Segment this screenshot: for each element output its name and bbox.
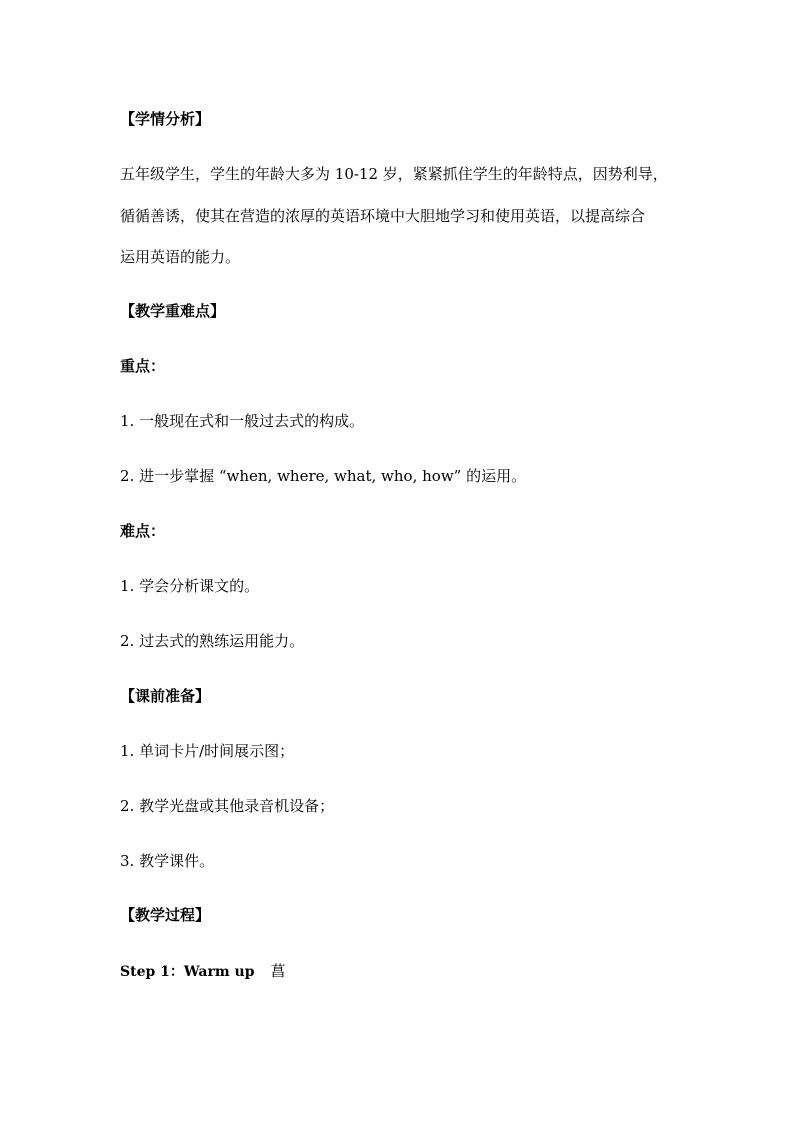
analysis-line-3: 运用英语的能力。 (120, 248, 241, 266)
preparation-item-2: 2. 教学光盘或其他录音机设备； (120, 797, 335, 815)
process-heading: 【教学过程】 (120, 906, 211, 924)
step-1-label: Step 1：Warm up (120, 964, 255, 980)
difficulty-label: 难点： (120, 522, 166, 540)
preparation-item-1: 1. 单词卡片/时间展示图； (120, 742, 295, 760)
analysis-line-2: 循循善诱，使其在营造的浓厚的英语环境中大胆地学习和使用英语，以提高综合 (120, 207, 646, 225)
preparation-heading: 【课前准备】 (120, 687, 211, 705)
analysis-line-1: 五年级学生，学生的年龄大多为 10-12 岁，紧紧抓住学生的年龄特点，因势利导， (120, 165, 668, 183)
step-1-glyph: 菖 (270, 962, 286, 980)
key-difficulty-heading: 【教学重难点】 (120, 302, 226, 320)
preparation-item-3: 3. 教学课件。 (120, 852, 215, 870)
difficulty-point-1: 1. 学会分析课文的。 (120, 577, 260, 595)
key-point-2: 2. 进一步掌握 “when, where, what, who, how” 的运用。 (120, 467, 527, 485)
key-point-1: 1. 一般现在式和一般过去式的构成。 (120, 412, 365, 430)
analysis-heading: 【学情分析】 (120, 110, 211, 128)
step-1-line (120, 960, 690, 983)
key-points-label: 重点： (120, 357, 166, 375)
difficulty-point-2: 2. 过去式的熟练运用能力。 (120, 632, 305, 650)
